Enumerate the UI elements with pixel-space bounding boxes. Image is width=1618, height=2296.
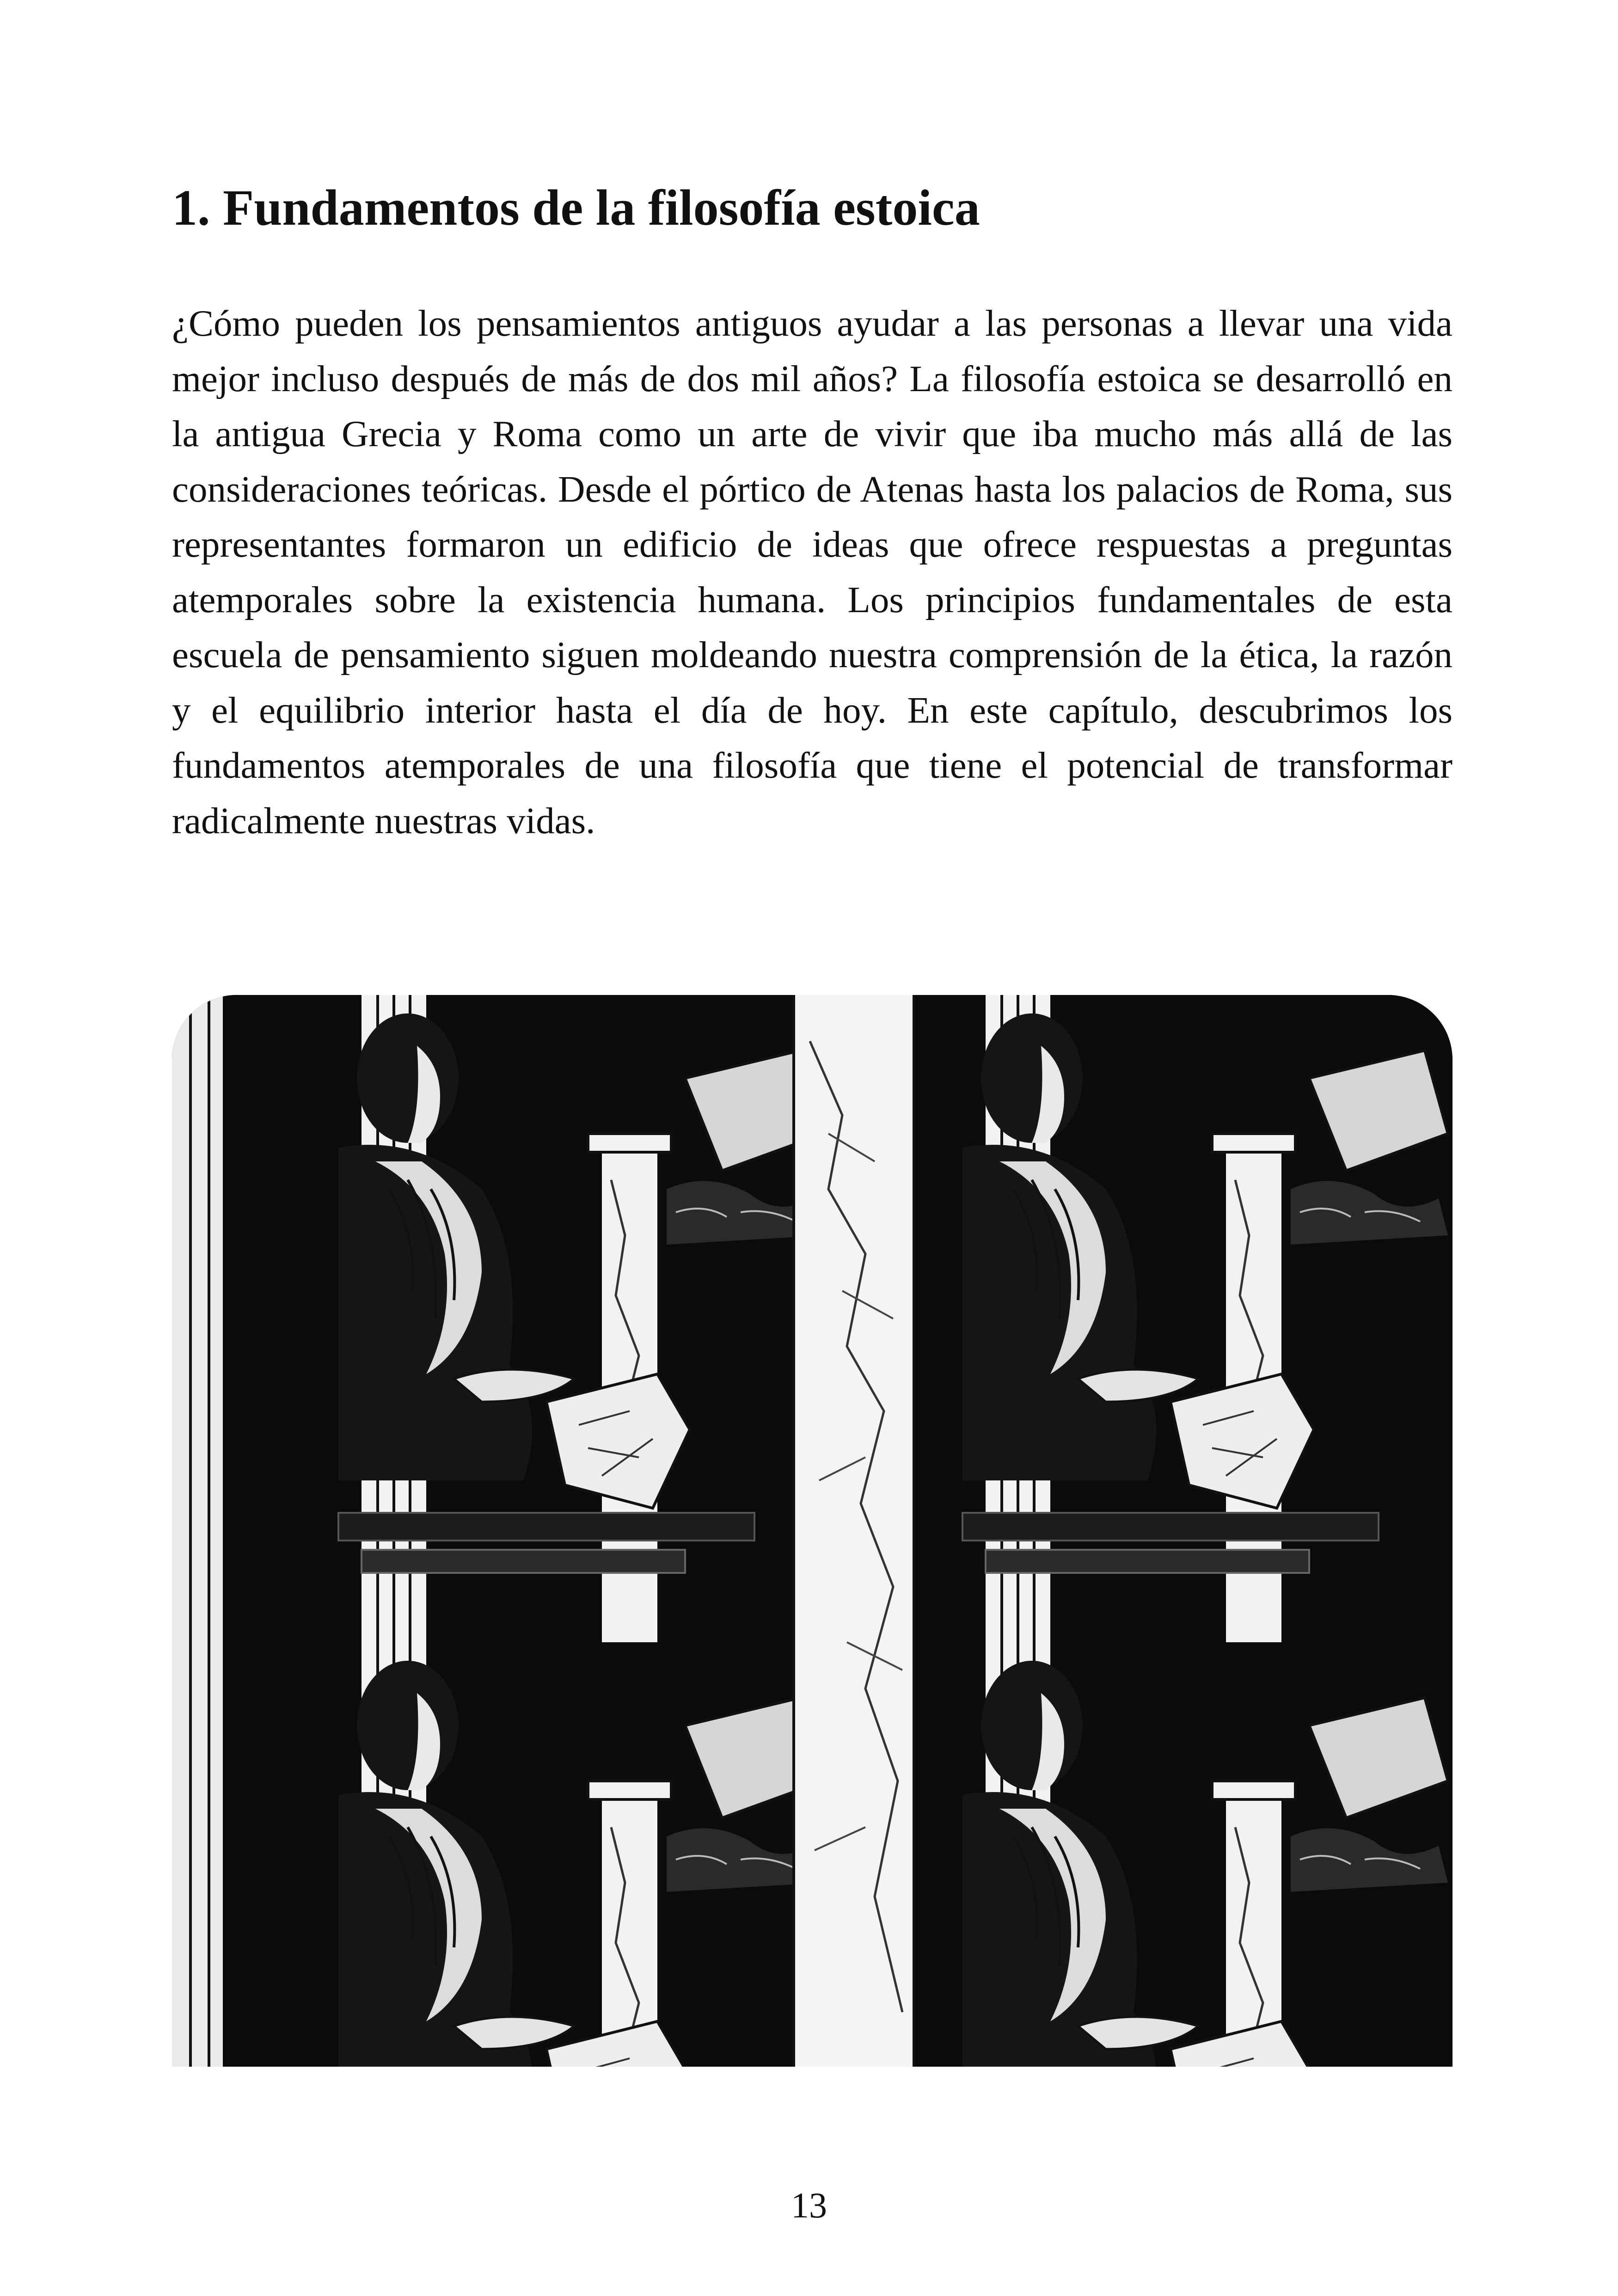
stoic-philosopher-illustration [172,995,1453,2067]
illustration-artwork [172,995,1453,2067]
intro-paragraph: ¿Cómo pueden los pensamientos antiguos ayudar a las personas a llevar una vida mejor incluso después de más de dos mil años? La filosofía estoica se desarrolló en la antigua Grecia y Roma como un arte de vivir que iba mucho más allá de las consideraciones teóricas. Desde el pórtico de Atenas hasta los palacios de Roma, sus representantes formaron un edificio de ideas que ofrece respuestas a preguntas atemporales sobre la existencia humana. Los principios fundamentales de esta escuela de pensamiento siguen moldeando nuestra comprensión de la ética, la razón y el equilibrio interior hasta el día de hoy. En este capítulo, descubrimos los fundamentos atemporales de una filosofía que tiene el potencial de transformar radicalmente nuestras vidas. [172,302,1453,841]
page-number: 13 [791,2185,827,2225]
chapter-title: 1. Fundamentos de la filosofía estoica [172,179,980,236]
